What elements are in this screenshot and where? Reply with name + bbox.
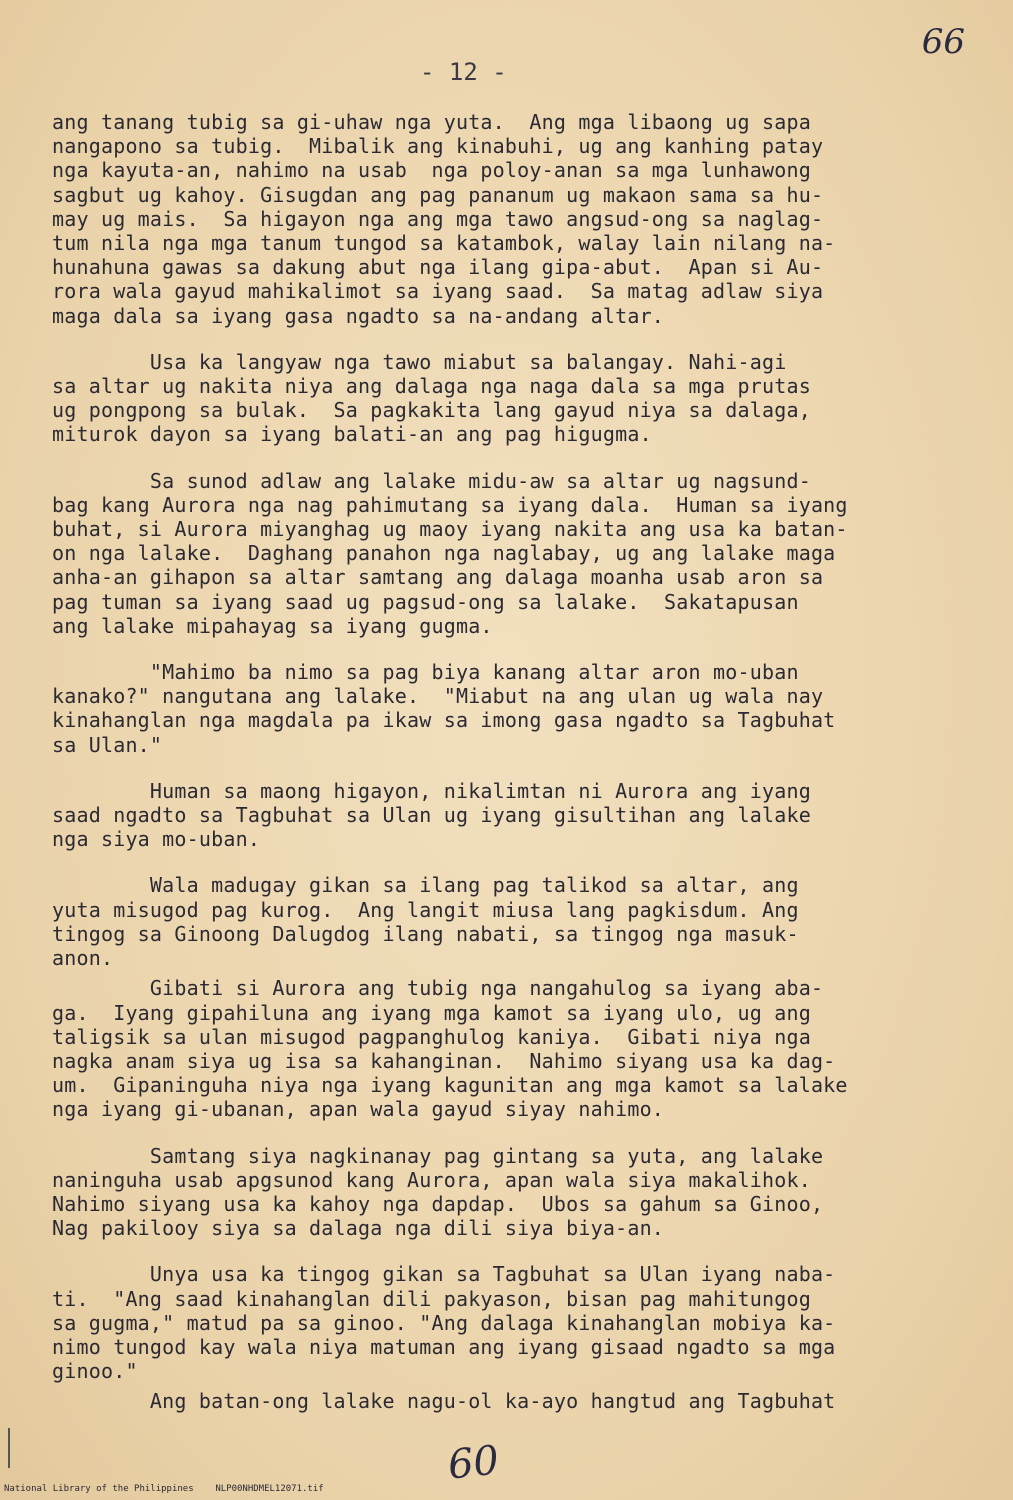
paragraph-gap (52, 638, 987, 660)
text-line: taligsik sa ulan misugod pagpanghulog kaniya. Gibati niya nga (52, 1024, 811, 1049)
text-line: Unya usa ka tingog gikan sa Tagbuhat sa Ulan iyang naba- (52, 1262, 836, 1287)
paragraph (52, 660, 987, 757)
text-line: nga kayuta-an, nahimo na usab nga poloy-anan sa mga lunhawong (52, 158, 811, 183)
text-line: ti. "Ang saad kinahanglan dili pakyason, bisan pag mahitungog (52, 1286, 811, 1311)
text-line: nagka anam siya ug isa sa kahanginan. Nahimo siyang usa ka dag- (52, 1048, 836, 1073)
text-line: tum nila nga mga tanum tungod sa katambok, walay lain nilang na- (52, 231, 836, 256)
text-line: yuta misugod pag kurog. Ang langit miusa lang pagkisdum. Ang (52, 897, 799, 922)
typewritten-text-body (52, 110, 987, 1414)
text-line: Ang batan-ong lalake nagu-ol ka-ayo hangtud ang Tagbuhat (52, 1389, 836, 1414)
text-line: Wala madugay gikan sa ilang pag talikod sa altar, ang (52, 873, 799, 898)
text-line: nimo tungod kay wala niya matuman ang iyang gisaad ngadto sa mga (52, 1334, 836, 1359)
paragraph-gap (52, 1240, 987, 1262)
paragraph (52, 976, 987, 1121)
text-line: maga dala sa iyang gasa ngadto sa na-andang altar. (52, 303, 665, 328)
text-line: hunahuna gawas sa dakung abut nga ilang gipa-abut. Apan si Au- (52, 255, 824, 280)
text-line: Nag pakilooy siya sa dalaga nga dili siya biya-an. (52, 1216, 665, 1241)
text-line: ga. Iyang gipahiluna ang iyang mga kamot sa iyang ulo, ug ang (52, 1000, 811, 1025)
handwritten-page-number: 66 (921, 22, 965, 62)
paragraph-gap (52, 757, 987, 779)
paragraph (52, 350, 987, 447)
paragraph (52, 873, 987, 970)
text-line: ug pongpong sa bulak. Sa pagkakita lang gayud niya sa dalaga, (52, 398, 811, 423)
text-line: sa altar ug nakita niya ang dalaga nga naga dala sa mga prutas (52, 374, 811, 399)
paragraph (52, 1389, 987, 1413)
archive-footer: National Library of the Philippines NLP00NHDMEL12071.tif (4, 1484, 324, 1494)
text-line: Nahimo siyang usa ka kahoy nga dapdap. Ubos sa gahum sa Ginoo, (52, 1191, 824, 1216)
paragraph (52, 1144, 987, 1241)
text-line: nga iyang gi-ubanan, apan wala gayud siyay nahimo. (52, 1097, 665, 1122)
text-line: ginoo." (52, 1359, 138, 1384)
text-line: nga siya mo-uban. (52, 827, 261, 852)
text-line: naninguha usab apgsunod kang Aurora, apan wala siya makalihok. (52, 1167, 811, 1192)
text-line: Human sa maong higayon, nikalimtan ni Aurora ang iyang (52, 778, 811, 803)
paragraph (52, 779, 987, 852)
text-line: kinahanglan nga magdala pa ikaw sa imong gasa ngadto sa Tagbuhat (52, 708, 836, 733)
paragraph-gap (52, 851, 987, 873)
text-line: rora wala gayud mahikalimot sa iyang saad. Sa matag adlaw siya (52, 279, 824, 304)
text-line: um. Gipaninguha niya nga iyang kagunitan ang mga kamot sa lalake (52, 1073, 848, 1098)
text-line: nangapono sa tubig. Mibalik ang kinabuhi, ug ang kanhing patay (52, 134, 824, 159)
text-line: miturok dayon sa iyang balati-an ang pag higugma. (52, 422, 652, 447)
text-line: bag kang Aurora nga nag pahimutang sa iyang dala. Human sa iyang (52, 492, 848, 517)
text-line: sa gugma," matud pa sa ginoo. "Ang dalaga kinahanglan mobiya ka- (52, 1310, 836, 1335)
text-line: ang lalake mipahayag sa iyang gugma. (52, 613, 493, 638)
paragraph (52, 1262, 987, 1383)
text-line: tingog sa Ginoong Dalugdog ilang nabati, sa tingog nga masuk- (52, 921, 799, 946)
text-line: pag tuman sa iyang saad ug pagsud-ong sa lalake. Sakatapusan (52, 589, 799, 614)
text-line: sa Ulan." (52, 732, 163, 757)
text-line: kanako?" nangutana ang lalake. "Miabut na ang ulan ug wala nay (52, 684, 824, 709)
text-line: "Mahimo ba nimo sa pag biya kanang altar aron mo-uban (52, 660, 799, 685)
handwritten-folio-number: 60 (445, 1437, 502, 1489)
text-line: saad ngadto sa Tagbuhat sa Ulan ug iyang gisultihan ang lalake (52, 803, 811, 828)
text-line: may ug mais. Sa higayon nga ang mga tawo angsud-ong sa naglag- (52, 206, 824, 231)
paragraph-gap (52, 1122, 987, 1144)
paragraph-gap (52, 447, 987, 469)
text-line: anon. (52, 946, 114, 971)
typed-page-header: - 12 - (420, 58, 507, 86)
margin-mark (8, 1428, 10, 1468)
text-line: Sa sunod adlaw ang lalake midu-aw sa altar ug nagsund- (52, 468, 811, 493)
text-line: Samtang siya nagkinanay pag gintang sa yuta, ang lalake (52, 1143, 824, 1168)
paragraph (52, 469, 987, 638)
text-line: Usa ka langyaw nga tawo miabut sa balangay. Nahi-agi (52, 349, 787, 374)
text-line: anha-an gihapon sa altar samtang ang dalaga moanha usab aron sa (52, 565, 824, 590)
text-line: ang tanang tubig sa gi-uhaw nga yuta. Ang mga libaong ug sapa (52, 110, 811, 134)
text-line: Gibati si Aurora ang tubig nga nangahulog sa iyang aba- (52, 976, 824, 1001)
paragraph (52, 110, 987, 328)
paragraph-gap (52, 328, 987, 350)
text-line: buhat, si Aurora miyanghag ug maoy iyang nakita ang usa ka batan- (52, 517, 848, 542)
text-line: on nga lalake. Daghang panahon nga naglabay, ug ang lalake maga (52, 541, 836, 566)
text-line: sagbut ug kahoy. Gisugdan ang pag pananum ug makaon sama sa hu- (52, 182, 824, 207)
